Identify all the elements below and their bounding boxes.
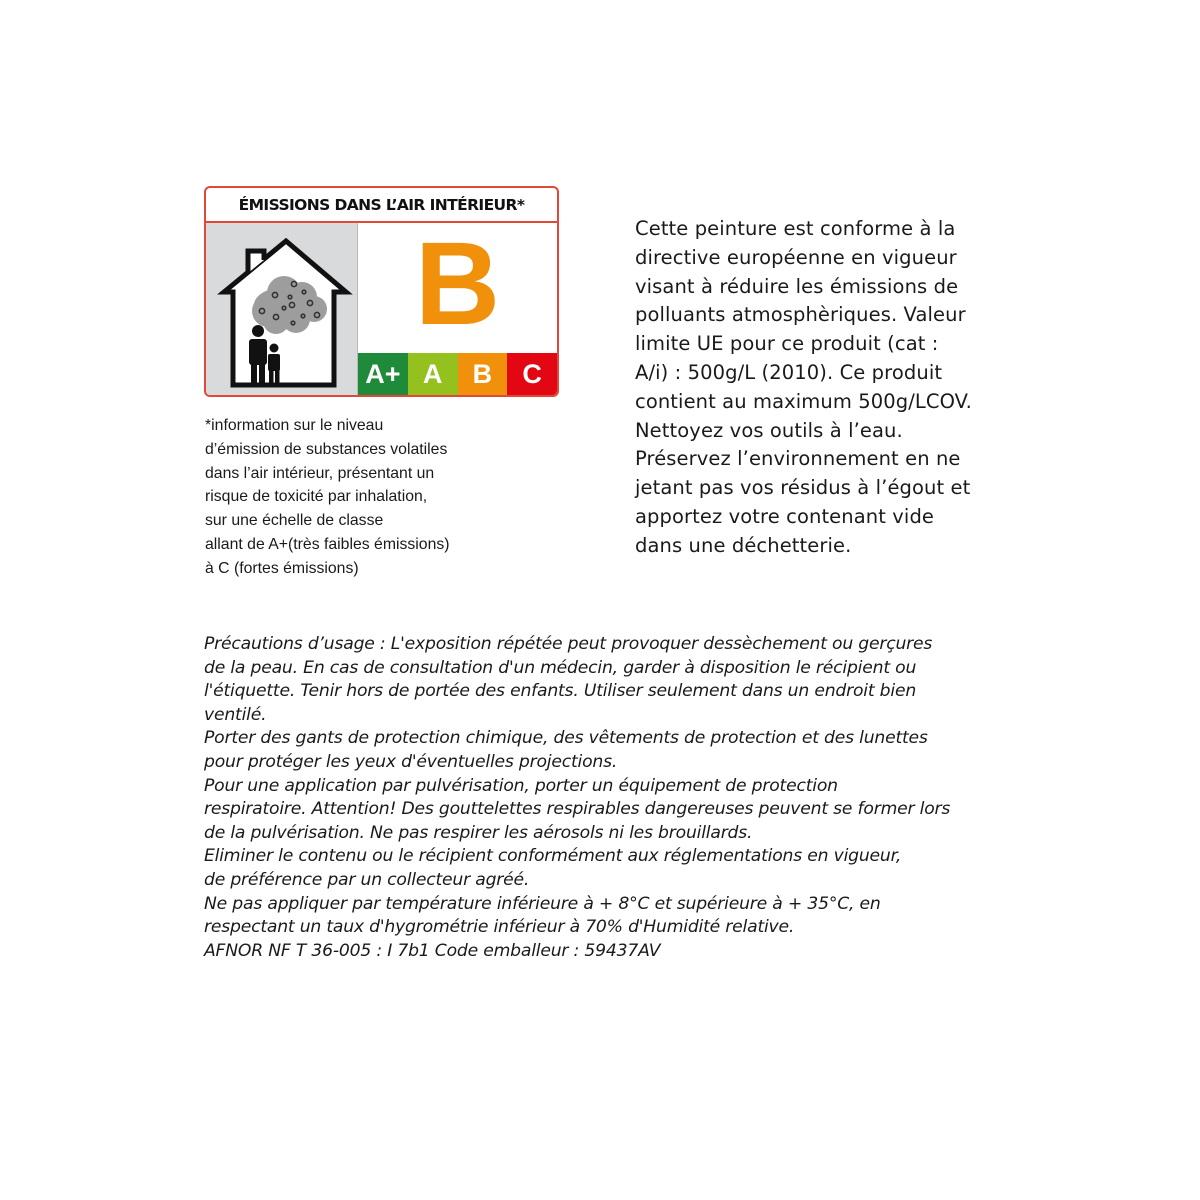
compliance-line: jetant pas vos résidus à l’égout et	[635, 476, 971, 500]
precaution-line: AFNOR NF T 36-005 : I 7b1 Code emballeur : 59437AV	[204, 940, 661, 961]
precaution-line: de la peau. En cas de consultation d'un médecin, garder à disposition le récipient ou	[204, 657, 917, 678]
precaution-line: l'étiquette. Tenir hors de portée des enfants. Utiliser seulement dans un endroit bien	[204, 681, 917, 702]
footnote-line: à C (fortes émissions)	[205, 559, 359, 577]
precaution-line: Pour une application par pulvérisation, porter un équipement de protection	[204, 775, 838, 796]
usage-precautions	[204, 633, 1024, 963]
compliance-line: Nettoyez vos outils à l’eau.	[635, 418, 903, 442]
precaution-line: ventilé.	[204, 704, 267, 725]
footnote-line: sur une échelle de classe	[205, 512, 384, 530]
footnote-line: *information sur le niveau	[205, 417, 384, 434]
compliance-line: apportez votre contenant vide	[635, 504, 935, 528]
compliance-line: directive européenne en vigueur	[635, 245, 957, 269]
emission-grade: B	[414, 218, 501, 350]
house-with-pollutant-cloud-and-people-icon	[206, 223, 357, 395]
footnote-line: dans l’air intérieur, présentant un	[205, 464, 435, 482]
compliance-line: visant à réduire les émissions de	[635, 274, 959, 298]
precaution-line: Porter des gants de protection chimique, des vêtements de protection et des lunettes	[204, 728, 928, 749]
label-title: ÉMISSIONS DANS L’AIR INTÉRIEUR*	[206, 188, 557, 223]
scale-b: B	[458, 353, 508, 395]
compliance-line: polluants atmosphèriques. Valeur	[635, 303, 966, 327]
precaution-line: de préférence par un collecteur agréé.	[204, 869, 530, 890]
precaution-line: Ne pas appliquer par température inférieure à + 8°C et supérieure à + 35°C, en	[204, 893, 881, 914]
precaution-line: Précautions d’usage : L'exposition répétée peut provoquer dessèchement ou gerçures	[204, 634, 933, 654]
compliance-line: A/i) : 500g/L (2010). Ce produit	[635, 360, 943, 384]
compliance-line: Cette peinture est conforme à la	[635, 217, 956, 240]
precaution-line: respiratoire. Attention! Des gouttelettes respirables dangereuses peuvent se former lors	[204, 799, 951, 820]
scale-a-plus: A+	[358, 353, 408, 395]
footnote-line: risque de toxicité par inhalation,	[205, 488, 428, 506]
precaution-line: respectant un taux d'hygrométrie inférieur à 70% d'Humidité relative.	[204, 917, 795, 938]
compliance-statement	[635, 215, 1015, 561]
scale-a: A	[408, 353, 458, 395]
precaution-line: Eliminer le contenu ou le récipient conformément aux réglementations en vigueur,	[204, 846, 902, 867]
compliance-line: contient au maximum 500g/LCOV.	[635, 389, 972, 413]
label-icon-panel	[206, 223, 358, 395]
precaution-line: de la pulvérisation. Ne pas respirer les aérosols ni les brouillards.	[204, 822, 753, 843]
compliance-line: Préservez l’environnement en ne	[635, 447, 961, 471]
footnote-line: d’émission de substances volatiles	[205, 440, 448, 458]
scale-c: C	[507, 353, 557, 395]
emissions-footnote	[205, 414, 505, 581]
footnote-line: allant de A+(très faibles émissions)	[205, 535, 450, 553]
label-grade-panel	[358, 218, 557, 395]
compliance-line: dans une déchetterie.	[635, 533, 852, 557]
precaution-line: pour protéger les yeux d'éventuelles projections.	[204, 751, 618, 772]
compliance-line: limite UE pour ce produit (cat :	[635, 332, 939, 356]
emission-scale	[358, 353, 557, 395]
emissions-label	[204, 186, 559, 397]
